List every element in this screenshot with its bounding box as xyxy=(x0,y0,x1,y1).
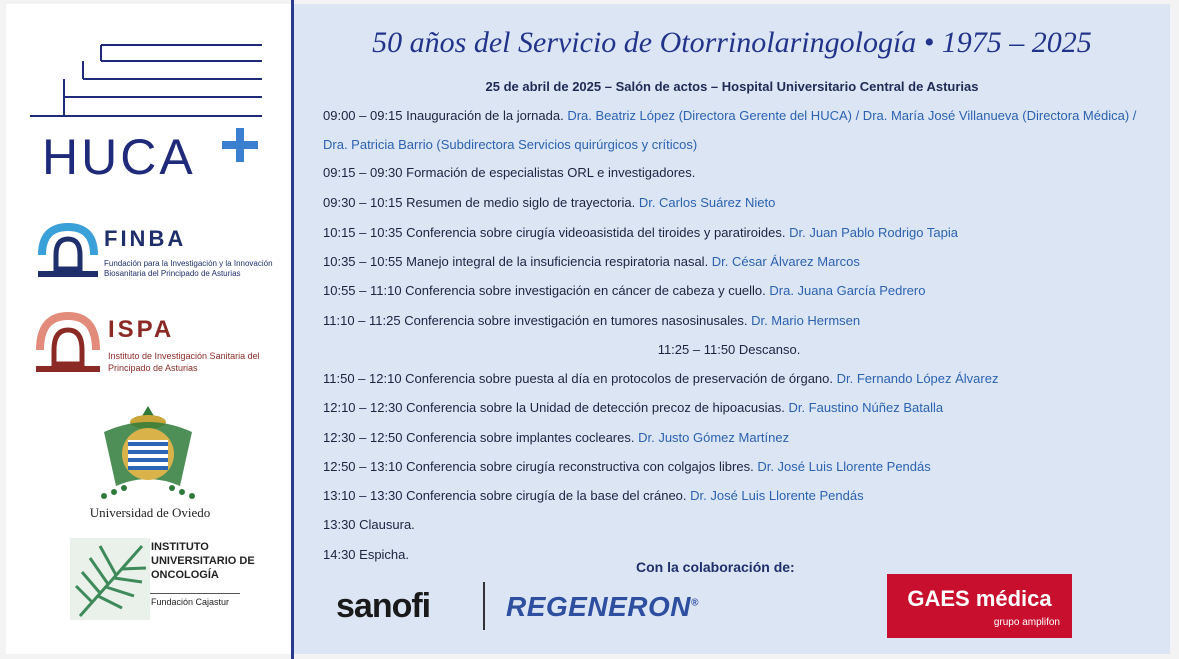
program-item xyxy=(323,481,1153,510)
item-speaker: Dr. Mario Hermsen xyxy=(751,313,861,328)
item-text: 12:10 – 12:30 Conferencia sobre la Unidad de detección precoz de hipoacusias. xyxy=(323,400,789,415)
item-text: 12:50 – 13:10 Conferencia sobre cirugía reconstructiva con colgajos libres. xyxy=(323,459,758,474)
item-text: 11:25 – 11:50 Descanso. xyxy=(657,342,801,357)
item-text: 13:10 – 13:30 Conferencia sobre cirugía de la base del cráneo. xyxy=(323,488,691,503)
finba-subtitle: Fundación para la Investigación y la Innovación Biosanitaria del Principado de Asturias xyxy=(104,259,273,278)
item-speaker: Dr. Fernando López Álvarez xyxy=(836,371,999,386)
event-title: 50 años del Servicio de Otorrinolaringología • 1975 – 2025 xyxy=(372,26,1092,59)
gaes-logo xyxy=(887,574,1072,638)
item-text: 09:30 – 10:15 Resumen de medio siglo de trayectoria. xyxy=(323,195,639,210)
ispa-emblem-icon xyxy=(36,310,100,374)
program-item xyxy=(323,423,1153,452)
oncology-foundation: Fundación Cajastur xyxy=(151,597,230,607)
oncology-institute-name: INSTITUTO UNIVERSITARIO DE ONCOLOGÍA xyxy=(151,541,255,581)
ispa-name: ISPA xyxy=(108,316,175,343)
finba-emblem-icon xyxy=(38,221,98,279)
ispa-subtitle: Instituto de Investigación Sanitaria del Principado de Asturias xyxy=(108,351,260,373)
item-text: 10:15 – 10:35 Conferencia sobre cirugía videoasistida del tiroides y paratiroides. xyxy=(323,225,790,240)
sanofi-logo: sanofi xyxy=(336,587,431,625)
program-item xyxy=(323,393,1153,422)
item-text: 13:30 Clausura. xyxy=(323,517,415,532)
item-text: 11:50 – 12:10 Conferencia sobre puesta al día en protocolos de preservación de órgano. xyxy=(323,371,837,386)
item-text: 09:00 – 09:15 Inauguración de la jornada. xyxy=(323,108,568,123)
program-item xyxy=(323,276,1153,305)
gaes-name: GAES médica xyxy=(907,586,1052,611)
program-item xyxy=(323,247,1153,276)
gaes-subtitle: grupo amplifon xyxy=(993,617,1060,628)
item-speaker: Dr. Justo Gómez Martínez xyxy=(638,430,790,445)
program-item xyxy=(323,364,1153,393)
program-item-break xyxy=(294,335,1164,364)
collaboration-heading: Con la colaboración de: xyxy=(636,559,795,575)
university-label: Universidad de Oviedo xyxy=(89,505,211,520)
regeneron-name: REGENERON xyxy=(506,591,691,622)
event-subtitle: 25 de abril de 2025 – Salón de actos – Hospital Universitario Central de Asturias xyxy=(485,79,979,94)
program-item xyxy=(323,188,1153,217)
item-speaker: Dr. Faustino Núñez Batalla xyxy=(788,400,944,415)
huca-logo-text: HUCA xyxy=(42,129,196,185)
item-text: 09:15 – 09:30 Formación de especialistas ORL e investigadores. xyxy=(323,165,696,180)
item-text: 10:35 – 10:55 Manejo integral de la insuficiencia respiratoria nasal. xyxy=(323,254,712,269)
item-speaker: Dra. Juana García Pedrero xyxy=(769,283,926,298)
registered-mark: ® xyxy=(690,597,699,609)
program-item xyxy=(323,101,1153,159)
program-item xyxy=(323,452,1153,481)
item-speaker: Dr. Juan Pablo Rodrigo Tapia xyxy=(789,225,958,240)
item-speaker: Dra. Beatriz López (Directora Gerente del HUCA) / Dra. María José Villanueva (Directora Médica) / Dra. Patricia Barrio (Subdirectora Servicios quirúrgicos y críticos) xyxy=(323,108,1137,152)
item-text: 14:30 Espicha. xyxy=(323,547,410,562)
program-item xyxy=(323,306,1153,335)
item-text: 11:10 – 11:25 Conferencia sobre investigación en tumores nasosinusales. xyxy=(323,313,752,328)
item-speaker: Dr. José Luis Llorente Pendás xyxy=(757,459,931,474)
regeneron-logo xyxy=(506,591,699,623)
program-item xyxy=(323,218,1153,247)
item-speaker: Dr. Carlos Suárez Nieto xyxy=(638,195,776,210)
university-crest-icon xyxy=(84,402,212,502)
item-text: 12:30 – 12:50 Conferencia sobre implantes cocleares. xyxy=(323,430,639,445)
oncology-rule xyxy=(150,593,240,594)
finba-name: FINBA xyxy=(104,226,187,251)
program-item xyxy=(323,510,1153,539)
item-text: 10:55 – 11:10 Conferencia sobre investigación en cáncer de cabeza y cuello. xyxy=(323,283,770,298)
palm-leaf-icon xyxy=(70,538,150,620)
item-speaker: Dr. José Luis Llorente Pendás xyxy=(690,488,864,503)
sponsor-separator xyxy=(483,582,485,630)
program-item xyxy=(323,158,1153,187)
item-speaker: Dr. César Álvarez Marcos xyxy=(711,254,860,269)
